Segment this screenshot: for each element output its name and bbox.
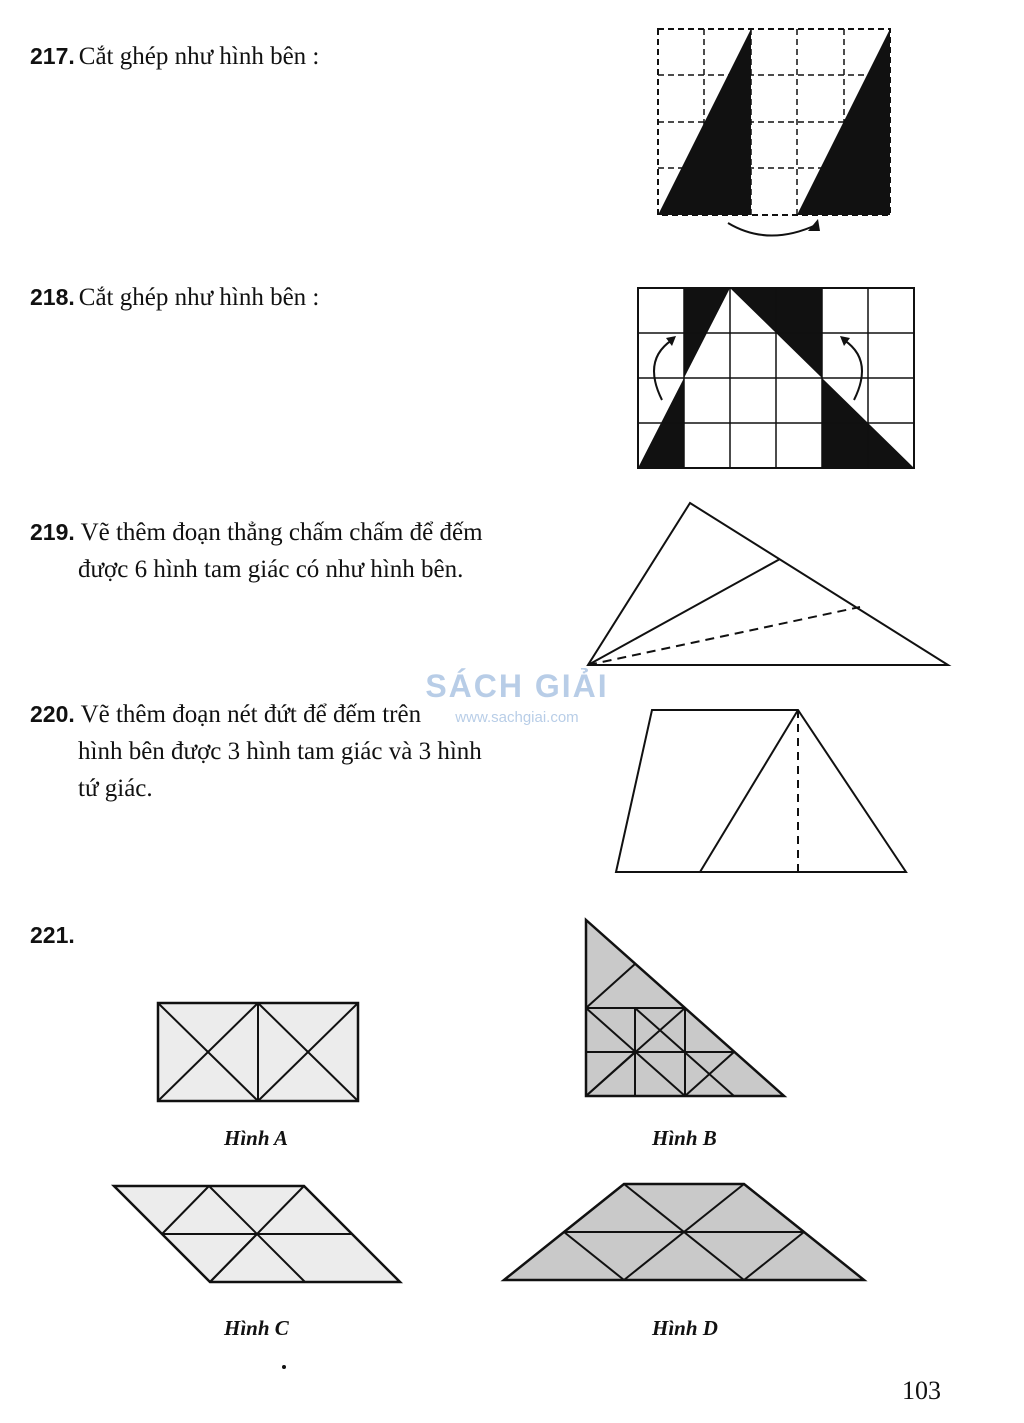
- figure-218: [632, 280, 922, 480]
- figure-hinh-b: [578, 912, 793, 1107]
- problem-text-line-3: tứ giác.: [78, 775, 153, 802]
- problem-219: [30, 514, 560, 588]
- watermark-url: www.sachgiai.com: [455, 709, 579, 726]
- watermark-brand: SÁCH GIẢI: [425, 668, 609, 704]
- problem-text-line-2: hình bên được 3 hình tam giác và 3 hình: [78, 738, 482, 765]
- figure-hinh-d: [498, 1176, 878, 1288]
- problem-text-line-2: được 6 hình tam giác có như hình bên.: [78, 556, 464, 583]
- caption-hinh-d: Hình D: [652, 1316, 718, 1340]
- problem-number: 219.: [30, 519, 75, 545]
- problem-number: 221.: [30, 922, 75, 948]
- problem-217: [30, 38, 319, 75]
- problem-number: 217.: [30, 43, 75, 69]
- problem-221: [30, 922, 75, 949]
- problem-text: Cắt ghép như hình bên :: [78, 43, 320, 70]
- problem-text-line-1: Vẽ thêm đoạn nét đứt để đếm trên: [80, 701, 422, 728]
- stray-dot: [282, 1365, 286, 1369]
- problem-text: Cắt ghép như hình bên :: [78, 284, 320, 311]
- problem-218: [30, 279, 319, 316]
- figure-hinh-a: [150, 995, 365, 1110]
- caption-hinh-a: Hình A: [224, 1126, 289, 1150]
- problem-text-line-1: Vẽ thêm đoạn thẳng chấm chấm để đếm: [80, 519, 483, 546]
- problem-number: 218.: [30, 284, 75, 310]
- figure-217: [650, 25, 900, 250]
- page-number: 103: [902, 1376, 941, 1405]
- watermark: [412, 668, 622, 726]
- caption-hinh-b: Hình B: [652, 1126, 717, 1150]
- figure-220: [610, 700, 920, 885]
- figure-hinh-c: [108, 1178, 408, 1290]
- figure-219: [580, 495, 960, 675]
- problem-number: 220.: [30, 701, 75, 727]
- caption-hinh-c: Hình C: [224, 1316, 289, 1340]
